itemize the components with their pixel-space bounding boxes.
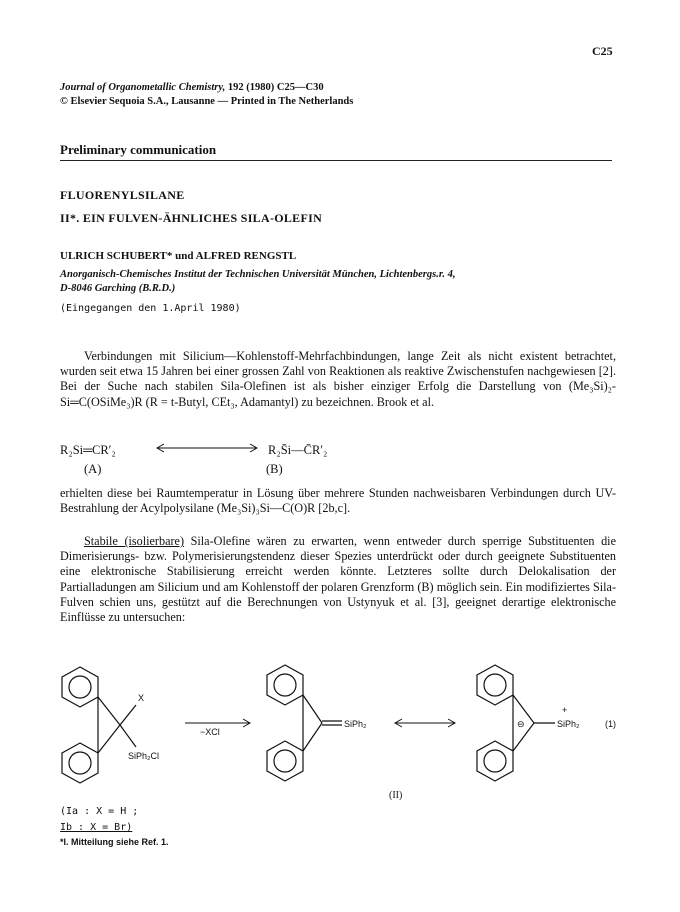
- equation-left: R₂Si═CR′₂: [60, 443, 116, 457]
- equation-number: (1): [605, 719, 616, 729]
- paragraph-3-text: Sila-Olefine wären zu erwarten, wenn entweder durch sperrige Substituenten die Dimerisierungs- bzw. Polymerisierungstendenz dieser Spezies unterdrückt oder durch geeignete Substituenten eine elektronische Stabilisierung erreicht werden könnte. Letzteres sollte durch Delokalisation der Partialladungen am Silicium und am Kohlenstoff der polaren Grenzform (B) möglich sein. Ein modifiziertes Sila-Fulven schien uns, gestützt auf die Berechnungen von Ustynyuk et al. [3], geeignet derartige elektronische Einflüsse zu untersuchen:: [60, 534, 616, 625]
- paragraph-3-lead: Stabile (isolierbare): [84, 534, 185, 548]
- resonance-arrow-2-icon: [395, 719, 455, 727]
- section-label: Preliminary communication: [60, 142, 217, 157]
- footnote: *I. Mitteilung siehe Ref. 1.: [60, 837, 169, 847]
- elimination-arrow-icon: [185, 719, 250, 727]
- title-line-2: II*. EIN FULVEN-ÄHNLICHES SILA-OLEFIN: [60, 211, 323, 225]
- paragraph-3: [60, 534, 616, 625]
- elimination-label: −XCl: [200, 727, 220, 737]
- label-b: (B): [266, 462, 283, 476]
- journal-citation: 192 (1980) C25—C30: [227, 82, 324, 93]
- journal-name: Journal of Organometallic Chemistry,: [60, 82, 226, 93]
- equation-right: R₂S̄i—C̄R′₂: [268, 443, 328, 457]
- siph2cl-group: SiPh₂Cl: [128, 751, 160, 761]
- paragraph-1-text: Verbindungen mit Silicium—Kohlenstoff-Mehrfachbindungen, lange Zeit als nicht existent betrachtet, wurden seit etwa 15 Jahren bei einer grossen Zahl von Reaktionen als reaktive Zwischenstufen nachgewiesen [2]. Bei der Suche nach stabilen Sila-Olefinen ist als bisher einziger Erfolg die Darstellung von (Me₃Si)₂-Si═C(OSiMe₃)R (R = t-Butyl, CEt₃, Adamantyl) zu bezeichnen. Brook et al.: [60, 349, 616, 409]
- journal-header: [60, 81, 353, 109]
- paragraph-2-text: erhielten diese bei Raumtemperatur in Lösung über mehrere Stunden nachweisbaren Verbindungen durch UV-Bestrahlung der Acylpolysilane (Me₃Si)₃Si—C(O)R [2b,c].: [60, 486, 616, 516]
- cation-charge: +: [562, 705, 568, 715]
- received-date: (Eingegangen den 1.April 1980): [60, 303, 241, 314]
- silafulvene-sipuh2: SiPh₂: [344, 719, 367, 729]
- anion-charge: ⊖: [517, 719, 525, 729]
- compound-legend-line-2: Ib : X = Br): [60, 822, 133, 833]
- page-number: C25: [592, 44, 613, 58]
- compound-legend: [60, 804, 138, 836]
- compound-label-ii: (II): [389, 790, 403, 801]
- ylide-sipuh2: SiPh₂: [557, 719, 580, 729]
- affiliation: [60, 268, 620, 296]
- resonance-arrow-icon: [152, 441, 262, 455]
- ylide-structure: [477, 665, 555, 781]
- section-divider: [60, 160, 612, 161]
- substituent-x: X: [138, 693, 145, 703]
- fluorenylsilane-structure: [62, 667, 136, 783]
- affiliation-line-2: D-8046 Garching (B.R.D.): [60, 283, 176, 294]
- reaction-scheme: [50, 655, 640, 805]
- title-line-1: FLUORENYLSILANE: [60, 188, 185, 202]
- paragraph-1: [60, 349, 616, 410]
- authors: ULRICH SCHUBERT* und ALFRED RENGSTL: [60, 250, 297, 262]
- compound-legend-line-1: (Ia : X = H ;: [60, 806, 139, 817]
- label-a: (A): [84, 462, 102, 476]
- publisher-line: © Elsevier Sequoia S.A., Lausanne — Printed in The Netherlands: [60, 96, 354, 107]
- silafulvene-structure: [267, 665, 342, 781]
- paragraph-2: [60, 486, 616, 516]
- affiliation-line-1: Anorganisch-Chemisches Institut der Technischen Universität München, Lichtenbergs.r. 4,: [60, 269, 456, 280]
